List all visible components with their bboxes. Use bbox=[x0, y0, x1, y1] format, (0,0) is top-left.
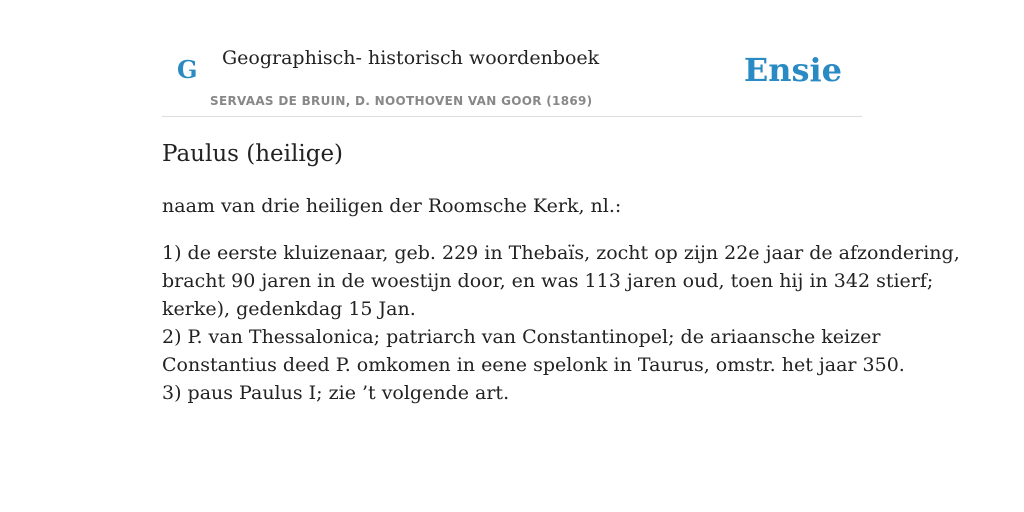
header bbox=[162, 0, 862, 117]
entry-line: Constantius deed P. omkomen in eene spelonk in Taurus, omstr. het jaar 350. bbox=[162, 354, 905, 376]
ensie-logo[interactable]: Ensie bbox=[743, 51, 842, 89]
book-title[interactable]: Geographisch- historisch woordenboek bbox=[222, 47, 600, 69]
entry-line: 2) P. van Thessalonica; patriarch van Constantinopel; de ariaansche keizer bbox=[162, 326, 881, 348]
entry-line: bracht 90 jaren in de woestijn door, en was 113 jaren oud, toen hij in 342 stierf; bbox=[162, 270, 934, 292]
entry-intro: naam van drie heiligen der Roomsche Kerk, nl.: bbox=[162, 195, 622, 217]
book-authors: SERVAAS DE BRUIN, D. NOOTHOVEN VAN GOOR (1869) bbox=[210, 94, 593, 108]
entry-body bbox=[162, 239, 960, 407]
entry-title: Paulus (heilige) bbox=[162, 141, 344, 167]
entry-line: 1) de eerste kluizenaar, geb. 229 in Thebaïs, zocht op zijn 22e jaar de afzondering, bbox=[162, 242, 960, 264]
entry-line: 3) paus Paulus I; zie ’t volgende art. bbox=[162, 382, 510, 404]
section-letter[interactable]: G bbox=[177, 55, 198, 84]
page bbox=[162, 0, 960, 404]
entry-line: kerke), gedenkdag 15 Jan. bbox=[162, 298, 416, 320]
